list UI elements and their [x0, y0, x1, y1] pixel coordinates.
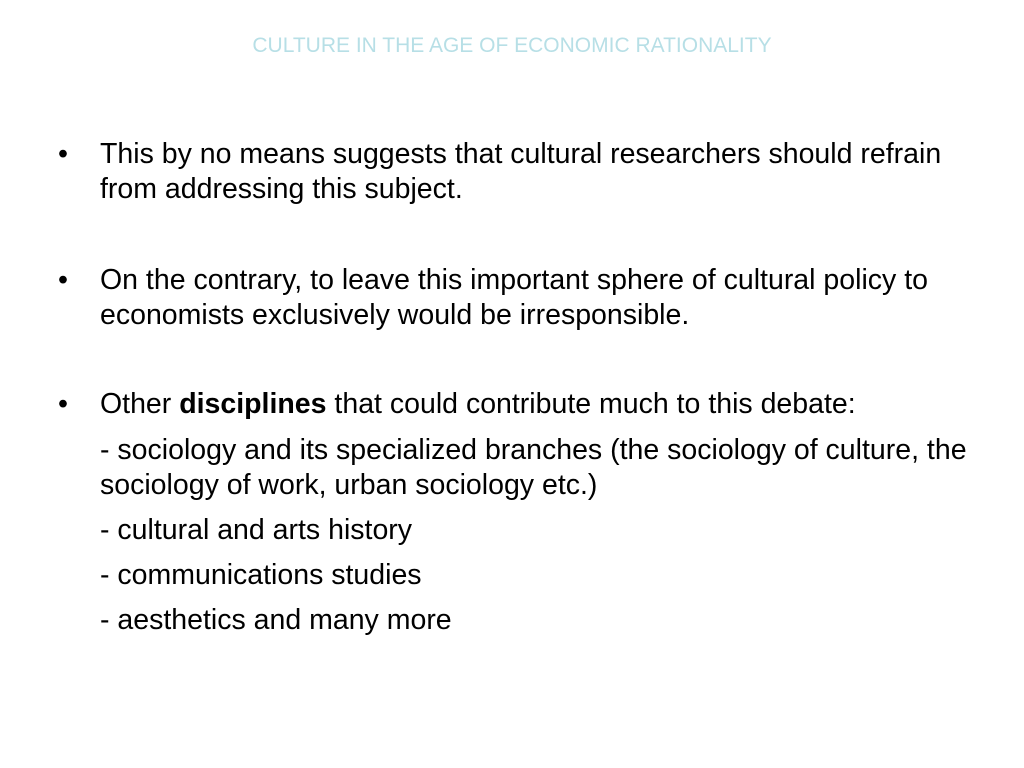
bullet-text: On the contrary, to leave this important sphere of cultural policy to economists exclusively would be irresponsible. [100, 264, 928, 331]
bullet-item [58, 263, 988, 333]
bullet-icon: • [58, 388, 68, 420]
bullet-item [58, 387, 988, 638]
bullet-icon: • [58, 264, 68, 296]
sub-item: - communications studies [100, 559, 422, 591]
bullet-item [58, 137, 988, 207]
bullet-list [58, 137, 988, 638]
bullet-text-rest: that could contribute much to this debate: [326, 388, 856, 420]
sub-item: - cultural and arts history [100, 514, 413, 546]
sub-item: - aesthetics and many more [100, 604, 452, 636]
slide-title: CULTURE IN THE AGE OF ECONOMIC RATIONALITY [252, 34, 772, 57]
bullet-icon: • [58, 138, 68, 170]
bullet-text: This by no means suggests that cultural researchers should refrain from addressing this subject. [100, 138, 942, 205]
bullet-text-bold: disciplines [179, 388, 327, 420]
sub-item: - sociology and its specialized branches (the sociology of culture, the sociology of work, urban sociology etc.) [100, 434, 967, 501]
bullet-text-intro: Other [100, 388, 180, 420]
